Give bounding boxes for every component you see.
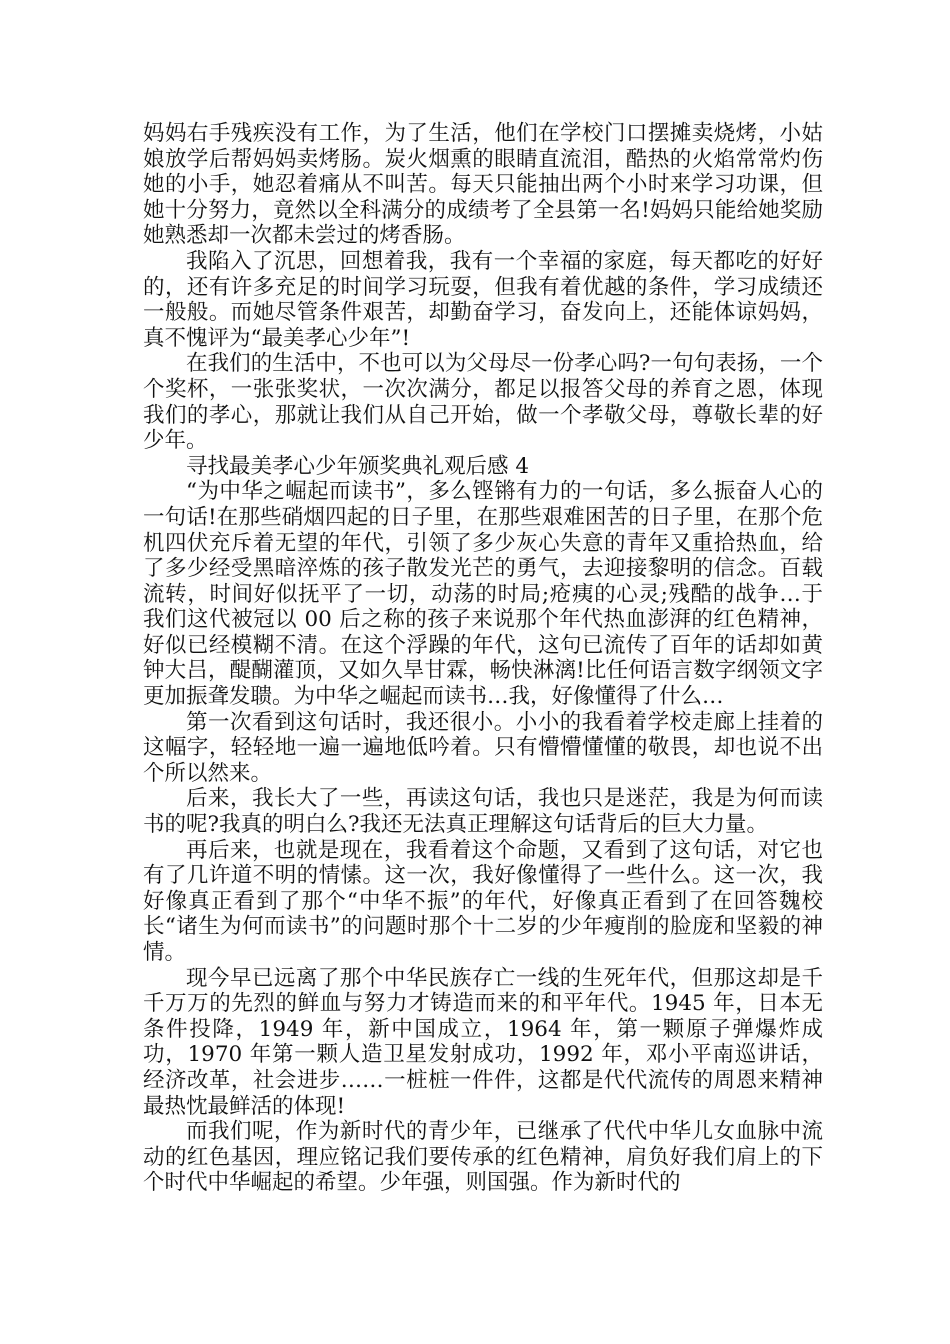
paragraph: 后来，我长大了一些，再读这句话，我也只是迷茫，我是为何而读书的呢?我真的明白么?我还无法真正理解这句话背后的巨大力量。 — [143, 786, 823, 838]
document-body — [143, 121, 823, 1196]
paragraph: “为中华之崛起而读书”，多么铿锵有力的一句话，多么振奋人心的一句话!在那些硝烟四起的日子里，在那些艰难困苦的日子里，在那个危机四伏充斥着无望的年代，引领了多少灰心失意的青年又重拾热血，给了多少经受黑暗淬炼的孩子散发光芒的勇气，去迎接黎明的信念。百载流转，时间好似抚平了一切，动荡的时局;疮痍的心灵;残酷的战争…于我们这代被冠以 00 后之称的孩子来说那个年代热血澎湃的红色精神，好似已经模糊不清。在这个浮躁的年代，这句已流传了百年的话却如黄钟大吕，醍醐灌顶，又如久旱甘霖，畅快淋漓!比任何语言数字纲领文字更加振聋发聩。为中华之崛起而读书…我，好像懂得了什么… — [143, 479, 823, 710]
paragraph: 第一次看到这句话时，我还很小。小小的我看着学校走廊上挂着的这幅字，轻轻地一遍一遍地低吟着。只有懵懵懂懂的敬畏，却也说不出个所以然来。 — [143, 709, 823, 786]
paragraph: 再后来，也就是现在，我看着这个命题，又看到了这句话，对它也有了几许道不明的情愫。这一次，我好像懂得了一些什么。这一次，我好像真正看到了那个“中华不振”的年代，好像真正看到了在回答魏校长“诸生为何而读书”的问题时那个十二岁的少年瘦削的脸庞和坚毅的神情。 — [143, 837, 823, 965]
section-heading: 寻找最美孝心少年颁奖典礼观后感 4 — [186, 453, 530, 479]
paragraph: 我陷入了沉思，回想着我，我有一个幸福的家庭，每天都吃的好好的，还有许多充足的时间学习玩耍，但我有着优越的条件，学习成绩还一般般。而她尽管条件艰苦，却勤奋学习，奋发向上，还能体谅妈妈，真不愧评为“最美孝心少年”! — [143, 248, 823, 351]
paragraph: 在我们的生活中，不也可以为父母尽一份孝心吗?一句句表扬，一个个奖杯，一张张奖状，一次次满分，都足以报答父母的养育之恩，体现我们的孝心，那就让我们从自己开始，做一个孝敬父母，尊敬长辈的好少年。 — [143, 351, 823, 454]
paragraph: 而我们呢，作为新时代的青少年，已继承了代代中华儿女血脉中流动的红色基因，理应铭记我们要传承的红色精神，肩负好我们肩上的下个时代中华崛起的希望。少年强，则国强。作为新时代的 — [143, 1119, 823, 1196]
paragraph: 妈妈右手残疾没有工作，为了生活，他们在学校门口摆摊卖烧烤，小姑娘放学后帮妈妈卖烤肠。炭火烟熏的眼睛直流泪，酷热的火焰常常灼伤她的小手，她忍着痛从不叫苦。每天只能抽出两个小时来学习功课，但她十分努力，竟然以全科满分的成绩考了全县第一名!妈妈只能给她奖励她熟悉却一次都未尝过的烤香肠。 — [143, 121, 823, 249]
paragraph: 现今早已远离了那个中华民族存亡一线的生死年代，但那这却是千千万万的先烈的鲜血与努力才铸造而来的和平年代。1945 年，日本无条件投降，1949 年，新中国成立，1964 年，第一颗原子弹爆炸成功，1970 年第一颗人造卫星发射成功，1992 年，邓小平南巡讲话，经济改革，社会进步……一桩桩一件件，这都是代代流传的周恩来精神最热忱最鲜活的体现! — [143, 965, 823, 1119]
